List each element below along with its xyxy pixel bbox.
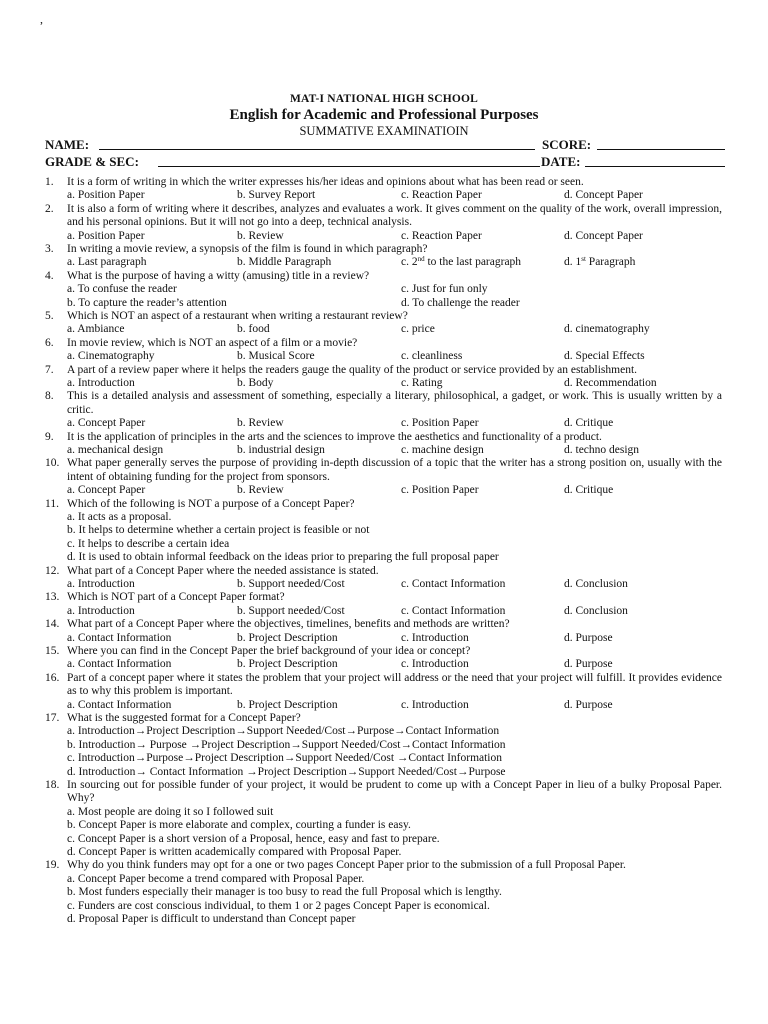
name-label: NAME: (45, 137, 90, 152)
answer-option[interactable]: c. Concept Paper is a short version of a Proposal, hence, easy and fast to prepare. (67, 832, 440, 845)
options-row (45, 605, 722, 618)
question-item (45, 337, 722, 364)
question-text: What part of a Concept Paper where the needed assistance is stated. (67, 564, 379, 577)
question-text: What paper generally serves the purpose of providing in-depth discussion of a topic that the writer has a strong position on, usually with the intent of obtaining funding for the project from sponsors. (67, 457, 722, 483)
answer-option[interactable]: b. Project Description (237, 658, 338, 671)
answer-option[interactable]: c. cleanliness (401, 350, 463, 363)
question-item (45, 645, 722, 672)
answer-option[interactable]: a. Contact Information (67, 631, 172, 644)
question-item (45, 859, 722, 926)
question-stem (45, 337, 722, 350)
question-number: 1. (45, 176, 54, 188)
question-number: 2. (45, 202, 54, 215)
answer-option[interactable]: a. Concept Paper become a trend compared with Proposal Paper. (67, 872, 365, 885)
question-text: What is the purpose of having a witty (amusing) title in a review? (67, 269, 370, 282)
question-number: 8. (45, 390, 54, 403)
answer-option[interactable]: a. Introduction→Project Description→Support Needed/Cost→Purpose→Contact Information (67, 725, 500, 738)
question-item (45, 203, 722, 243)
answer-option[interactable]: a. Concept Paper (67, 484, 146, 497)
answer-option[interactable]: d. Concept Paper (564, 229, 643, 242)
question-stem (45, 176, 722, 189)
question-item (45, 243, 722, 270)
question-stem (45, 364, 722, 377)
answer-option[interactable]: b. Review (237, 229, 284, 242)
question-number: 14. (45, 618, 60, 631)
options-list (45, 725, 722, 779)
question-text: What part of a Concept Paper where the objectives, timelines, benefits and methods are written? (67, 618, 510, 631)
options-row (45, 484, 722, 497)
options-row (45, 230, 722, 243)
question-number: 16. (45, 671, 60, 684)
answer-option[interactable]: b. Concept Paper is more elaborate and complex, courting a funder is easy. (67, 819, 411, 832)
answer-option[interactable]: a. Contact Information (67, 658, 172, 671)
question-text: Which is NOT an aspect of a restaurant when writing a restaurant review? (67, 309, 408, 322)
options-row (45, 658, 722, 671)
answer-option[interactable]: b. Project Description (237, 631, 338, 644)
answer-option[interactable]: c. Introduction (401, 658, 469, 671)
subject-title: English for Academic and Professional Purposes (229, 107, 539, 123)
student-info-fields (45, 136, 725, 170)
answer-option[interactable]: b. Musical Score (237, 350, 315, 363)
answer-option[interactable]: a. Introduction (67, 376, 135, 389)
answer-option[interactable]: c. Contact Information (401, 578, 506, 591)
answer-option[interactable]: c. Introduction→Purpose→Project Description→Support Needed/Cost →Contact Information (67, 752, 503, 765)
answer-option[interactable]: b. Review (237, 484, 284, 497)
question-stem (45, 270, 722, 283)
question-number: 11. (45, 497, 59, 510)
answer-option[interactable]: b. Body (237, 376, 274, 389)
options-row (45, 444, 722, 457)
exam-header (0, 92, 768, 139)
options-row (45, 578, 722, 591)
options-row (45, 350, 722, 363)
question-item (45, 565, 722, 592)
options-row (45, 417, 722, 430)
answer-option[interactable]: d. Purpose (564, 631, 613, 644)
answer-option[interactable]: d. Purpose (564, 698, 613, 711)
question-text: What is the suggested format for a Concept Paper? (67, 712, 301, 724)
answer-option[interactable]: d. Concept Paper is written academically compared with Proposal Paper. (67, 846, 402, 859)
question-text: Which of the following is NOT a purpose of a Concept Paper? (67, 497, 355, 510)
question-item (45, 618, 722, 645)
answer-option[interactable]: c. Funders are cost conscious individual, to them 1 or 2 pages Concept Paper is economical. (67, 899, 490, 912)
question-text: In writing a movie review, a synopsis of the film is found in which paragraph? (67, 243, 428, 255)
grade-label: GRADE & SEC: (45, 154, 139, 169)
answer-option[interactable]: d. Critique (564, 417, 614, 430)
answer-option[interactable]: b. Introduction→ Purpose →Project Description→Support Needed/Cost→Contact Information (67, 738, 506, 751)
question-stem (45, 310, 722, 323)
question-stem (45, 712, 722, 725)
answer-option[interactable]: a. Last paragraph (67, 256, 147, 269)
question-text: It is a form of writing in which the writer expresses his/her ideas and opinions about what has been read or seen. (67, 176, 584, 188)
question-text: In sourcing out for possible funder of your project, it would be prudent to come up with a Concept Paper in lieu of a bulky Proposal Paper. Why? (67, 779, 722, 805)
stray-mark: , (40, 12, 43, 26)
question-number: 13. (45, 591, 60, 604)
answer-option[interactable]: c. Introduction (401, 631, 469, 644)
question-number: 10. (45, 457, 60, 470)
answer-option[interactable]: a. Concept Paper (67, 417, 146, 430)
question-stem (45, 618, 722, 631)
answer-option[interactable]: c. price (401, 323, 435, 336)
answer-option[interactable]: b. industrial design (237, 443, 325, 456)
answer-option[interactable]: c. Rating (401, 376, 443, 389)
question-text: In movie review, which is NOT an aspect of a film or a movie? (67, 336, 358, 349)
question-number: 3. (45, 243, 54, 255)
options-row (45, 323, 722, 336)
answer-option[interactable]: b. Middle Paragraph (237, 256, 332, 269)
answer-option[interactable]: b. food (237, 323, 270, 336)
school-name: MAT-I NATIONAL HIGH SCHOOL (289, 93, 479, 105)
options-row (45, 699, 722, 712)
name-score-row (45, 136, 725, 153)
options-row (45, 632, 722, 645)
question-text: Part of a concept paper where it states the problem that your project will address or the need that your project will fulfill. It provides evidence as to why this problem is important. (67, 671, 722, 698)
answer-option[interactable]: b. Support needed/Cost (237, 604, 345, 617)
answer-option[interactable]: b. Review (237, 417, 284, 430)
answer-option[interactable]: b. It helps to determine whether a certain project is feasible or not (67, 524, 370, 537)
question-stem (45, 565, 722, 578)
answer-option[interactable]: b. Project Description (237, 698, 338, 711)
question-stem (45, 431, 722, 444)
question-number: 9. (45, 430, 54, 443)
answer-option[interactable]: d. Recommendation (564, 376, 657, 389)
question-number: 4. (45, 269, 54, 282)
answer-option[interactable]: d. 1st Paragraph (564, 255, 636, 269)
answer-option[interactable]: d. Purpose (564, 658, 613, 671)
question-item (45, 712, 722, 779)
answer-option[interactable]: c. Introduction (401, 698, 469, 711)
question-stem (45, 672, 722, 699)
answer-option[interactable]: c. Position Paper (401, 484, 479, 497)
question-item (45, 364, 722, 391)
question-text: Where you can find in the Concept Paper the brief background of your idea or concept? (67, 645, 471, 657)
question-item (45, 498, 722, 565)
question-stem (45, 591, 722, 604)
answer-option[interactable]: a. Position Paper (67, 229, 145, 242)
answer-option[interactable]: b. Support needed/Cost (237, 578, 345, 591)
answer-option[interactable]: d. cinematography (564, 323, 650, 336)
answer-option[interactable]: d. Special Effects (564, 350, 645, 363)
question-stem (45, 203, 722, 230)
exam-title: SUMMATIVE EXAMINATIOIN (299, 124, 469, 138)
question-item (45, 270, 722, 310)
question-number: 12. (45, 564, 60, 577)
answer-option[interactable]: d. Conclusion (564, 578, 628, 591)
answer-option[interactable]: a. Introduction (67, 604, 135, 617)
options-list (45, 873, 722, 927)
answer-option[interactable]: d. Conclusion (564, 604, 628, 617)
answer-option[interactable]: d. Introduction→ Contact Information →Project Description→Support Needed/Cost→Purpose (67, 765, 506, 778)
answer-option[interactable]: b. To capture the reader’s attention (67, 296, 227, 309)
answer-option[interactable]: c. Contact Information (401, 604, 506, 617)
options-list (45, 511, 722, 565)
answer-option[interactable]: a. mechanical design (67, 443, 164, 456)
grade-blank[interactable] (158, 166, 540, 167)
question-text: A part of a review paper where it helps the readers gauge the quality of the product or service provided by an establishment. (67, 363, 638, 376)
question-stem (45, 457, 722, 484)
date-blank[interactable] (585, 166, 725, 167)
grade-date-row (45, 153, 725, 170)
answer-option[interactable]: a. Position Paper (67, 189, 145, 202)
question-item (45, 176, 722, 203)
question-text: It is also a form of writing where it describes, analyzes and evaluates a work. It gives comment on the quality of the work, overall impression, and his personal opinions. But it will not go into a deep, technical analysis. (67, 202, 722, 229)
question-text: Why do you think funders may opt for a one or two pages Concept Paper prior to the submission of a full Proposal Paper. (67, 859, 626, 872)
answer-option[interactable]: a. To confuse the reader (67, 283, 177, 296)
answer-option[interactable]: d. techno design (564, 443, 640, 456)
options-row (45, 256, 722, 269)
answer-option[interactable]: a. Cinematography (67, 350, 155, 363)
question-item (45, 457, 722, 497)
question-item (45, 591, 722, 618)
question-number: 18. (45, 779, 60, 792)
answer-option[interactable]: c. Position Paper (401, 417, 479, 430)
question-stem (45, 645, 722, 658)
answer-option[interactable]: c. Reaction Paper (401, 229, 482, 242)
answer-option[interactable]: a. Ambiance (67, 323, 125, 336)
answer-option[interactable]: a. Introduction (67, 578, 135, 591)
question-number: 19. (45, 859, 60, 872)
answer-option[interactable]: b. Survey Report (237, 189, 316, 202)
score-blank[interactable] (597, 149, 725, 150)
answer-option[interactable]: a. It acts as a proposal. (67, 510, 172, 523)
options-row (45, 189, 722, 202)
answer-option[interactable]: c. 2nd to the last paragraph (401, 255, 522, 269)
answer-option[interactable]: d. Critique (564, 484, 614, 497)
question-number: 7. (45, 363, 54, 376)
question-number: 5. (45, 309, 54, 322)
question-item (45, 779, 722, 859)
answer-option[interactable]: a. Most people are doing it so I followed suit (67, 805, 274, 818)
options-row (45, 283, 722, 296)
question-stem (45, 390, 722, 417)
answer-option[interactable]: c. It helps to describe a certain idea (67, 537, 230, 550)
answer-option[interactable]: d. Proposal Paper is difficult to understand than Concept paper (67, 913, 356, 926)
options-row (45, 297, 722, 310)
answer-option[interactable]: b. Most funders especially their manager is too busy to read the full Proposal which is lengthy. (67, 886, 502, 899)
question-number: 15. (45, 645, 60, 657)
answer-option[interactable]: c. machine design (401, 443, 484, 456)
question-number: 17. (45, 712, 60, 724)
question-stem (45, 859, 722, 872)
question-number: 6. (45, 336, 54, 349)
question-item (45, 390, 722, 430)
question-list (45, 176, 722, 927)
question-text: Which is NOT part of a Concept Paper format? (67, 591, 285, 604)
question-stem (45, 779, 722, 806)
question-item (45, 431, 722, 458)
answer-option[interactable]: c. Just for fun only (401, 283, 488, 296)
question-stem (45, 498, 722, 511)
question-item (45, 672, 722, 712)
name-blank[interactable] (99, 149, 535, 150)
answer-option[interactable]: d. It is used to obtain informal feedback on the ideas prior to preparing the full proposal paper (67, 551, 499, 564)
answer-option[interactable]: c. Reaction Paper (401, 189, 482, 202)
options-row (45, 377, 722, 390)
question-stem (45, 243, 722, 256)
date-label: DATE: (541, 154, 581, 169)
question-text: This is a detailed analysis and assessment of something, especially a literary, philosophical, a gadget, or work. This is usually written by a critic. (67, 390, 722, 416)
answer-option[interactable]: d. Concept Paper (564, 189, 643, 202)
answer-option[interactable]: a. Contact Information (67, 698, 172, 711)
answer-option[interactable]: d. To challenge the reader (401, 296, 520, 309)
options-list (45, 806, 722, 860)
question-item (45, 310, 722, 337)
question-text: It is the application of principles in the arts and the sciences to improve the aesthetics and functionality of a product. (67, 430, 602, 443)
score-label: SCORE: (542, 137, 592, 152)
